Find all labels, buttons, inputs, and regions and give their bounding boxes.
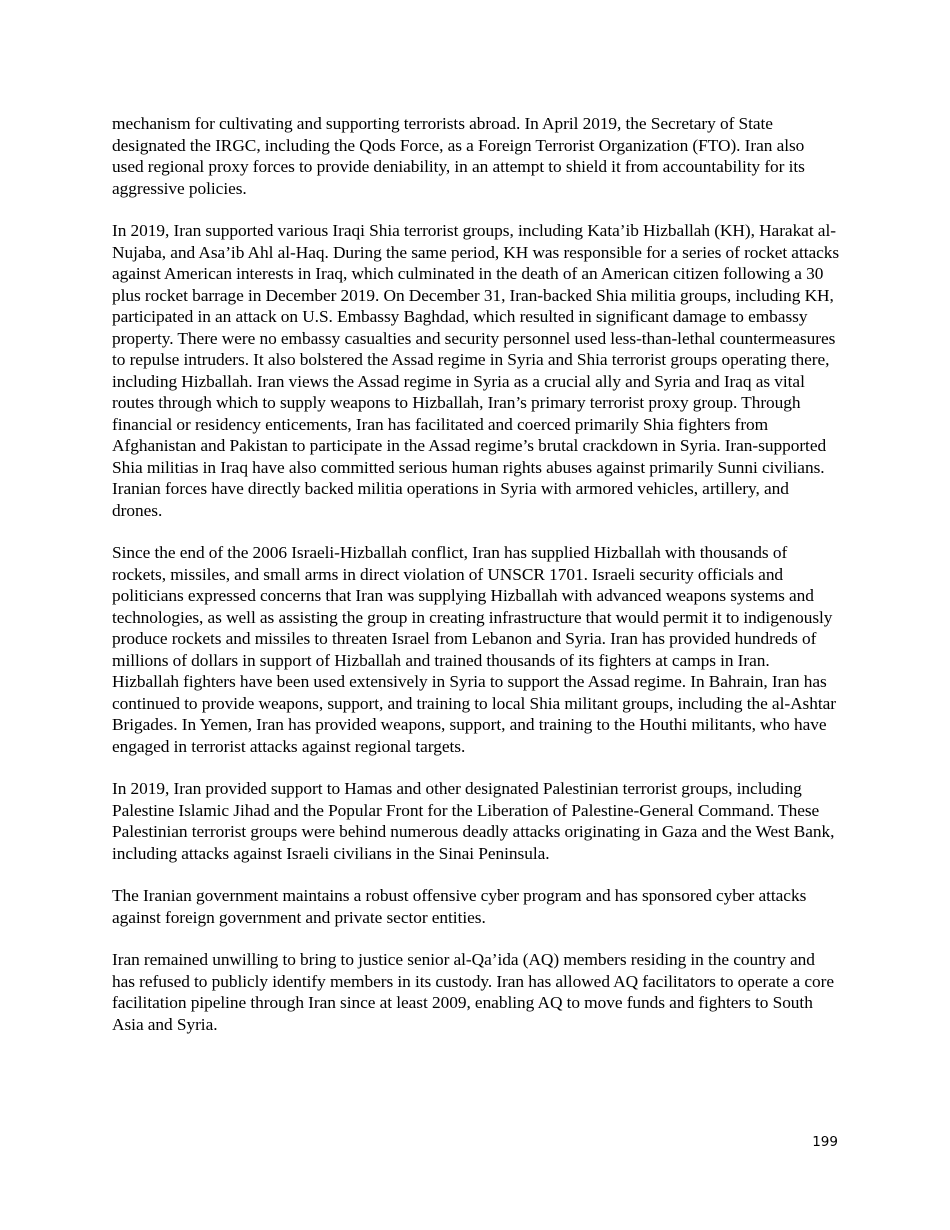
paragraph-irgc-designation: mechanism for cultivating and supporting terrorists abroad. In April 2019, the Secretary of State designated the IRGC, including the Qods Force, as a Foreign Terrorist Organization (FTO). Iran also used regional proxy forces to provide deniability, in an attempt to shield it from accountability for its aggressive policies. <box>112 114 805 198</box>
paragraph-al-qaida: Iran remained unwilling to bring to justice senior al-Qa’ida (AQ) members residing in the country and has refused to publicly identify members in its custody. Iran has allowed AQ facilitators to operate a core facilitation pipeline through Iran since at least 2009, enabling AQ to move funds and fighters to South Asia and Syria. <box>112 950 834 1034</box>
page-number: 199 <box>812 1134 838 1150</box>
paragraph-hizballah-support: Since the end of the 2006 Israeli-Hizballah conflict, Iran has supplied Hizballah with thousands of rockets, missiles, and small arms in direct violation of UNSCR 1701. Israeli security officials and politicians expressed concerns that Iran was supplying Hizballah with advanced weapons systems and technologies, as well as assisting the group in creating infrastructure that would permit it to indigenously produce rockets and missiles to threaten Israel from Lebanon and Syria. Iran has provided hundreds of millions of dollars in support of Hizballah and trained thousands of its fighters at camps in Iran. Hizballah fighters have been used extensively in Syria to support the Assad regime. In Bahrain, Iran has continued to provide weapons, support, and training to local Shia militant groups, including the al-Ashtar Brigades. In Yemen, Iran has provided weapons, support, and training to the Houthi militants, who have engaged in terrorist attacks against regional targets. <box>112 543 837 756</box>
paragraph-cyber-program: The Iranian government maintains a robust offensive cyber program and has sponsored cyber attacks against foreign government and private sector entities. <box>112 886 807 927</box>
document-body <box>112 113 840 1056</box>
paragraph-palestinian-groups: In 2019, Iran provided support to Hamas and other designated Palestinian terrorist groups, including Palestine Islamic Jihad and the Popular Front for the Liberation of Palestine-General Command. These Palestinian terrorist groups were behind numerous deadly attacks originating in Gaza and the West Bank, including attacks against Israeli civilians in the Sinai Peninsula. <box>112 779 835 863</box>
paragraph-iraqi-shia-groups: In 2019, Iran supported various Iraqi Shia terrorist groups, including Kata’ib Hizballah (KH), Harakat al-Nujaba, and Asa’ib Ahl al-Haq. During the same period, KH was responsible for a series of rocket attacks against American interests in Iraq, which culminated in the death of an American citizen following a 30 plus rocket barrage in December 2019. On December 31, Iran-backed Shia militia groups, including KH, participated in an attack on U.S. Embassy Baghdad, which resulted in significant damage to embassy property. There were no embassy casualties and security personnel used less-than-lethal countermeasures to repulse intruders. It also bolstered the Assad regime in Syria and Shia terrorist groups operating there, including Hizballah. Iran views the Assad regime in Syria as a crucial ally and Syria and Iraq as vital routes through which to supply weapons to Hizballah, Iran’s primary terrorist proxy group. Through financial or residency enticements, Iran has facilitated and coerced primarily Shia fighters from Afghanistan and Pakistan to participate in the Assad regime’s brutal crackdown in Syria. Iran-supported Shia militias in Iraq have also committed serious human rights abuses against primarily Sunni civilians. Iranian forces have directly backed militia operations in Syria with armored vehicles, artillery, and drones. <box>112 221 840 520</box>
